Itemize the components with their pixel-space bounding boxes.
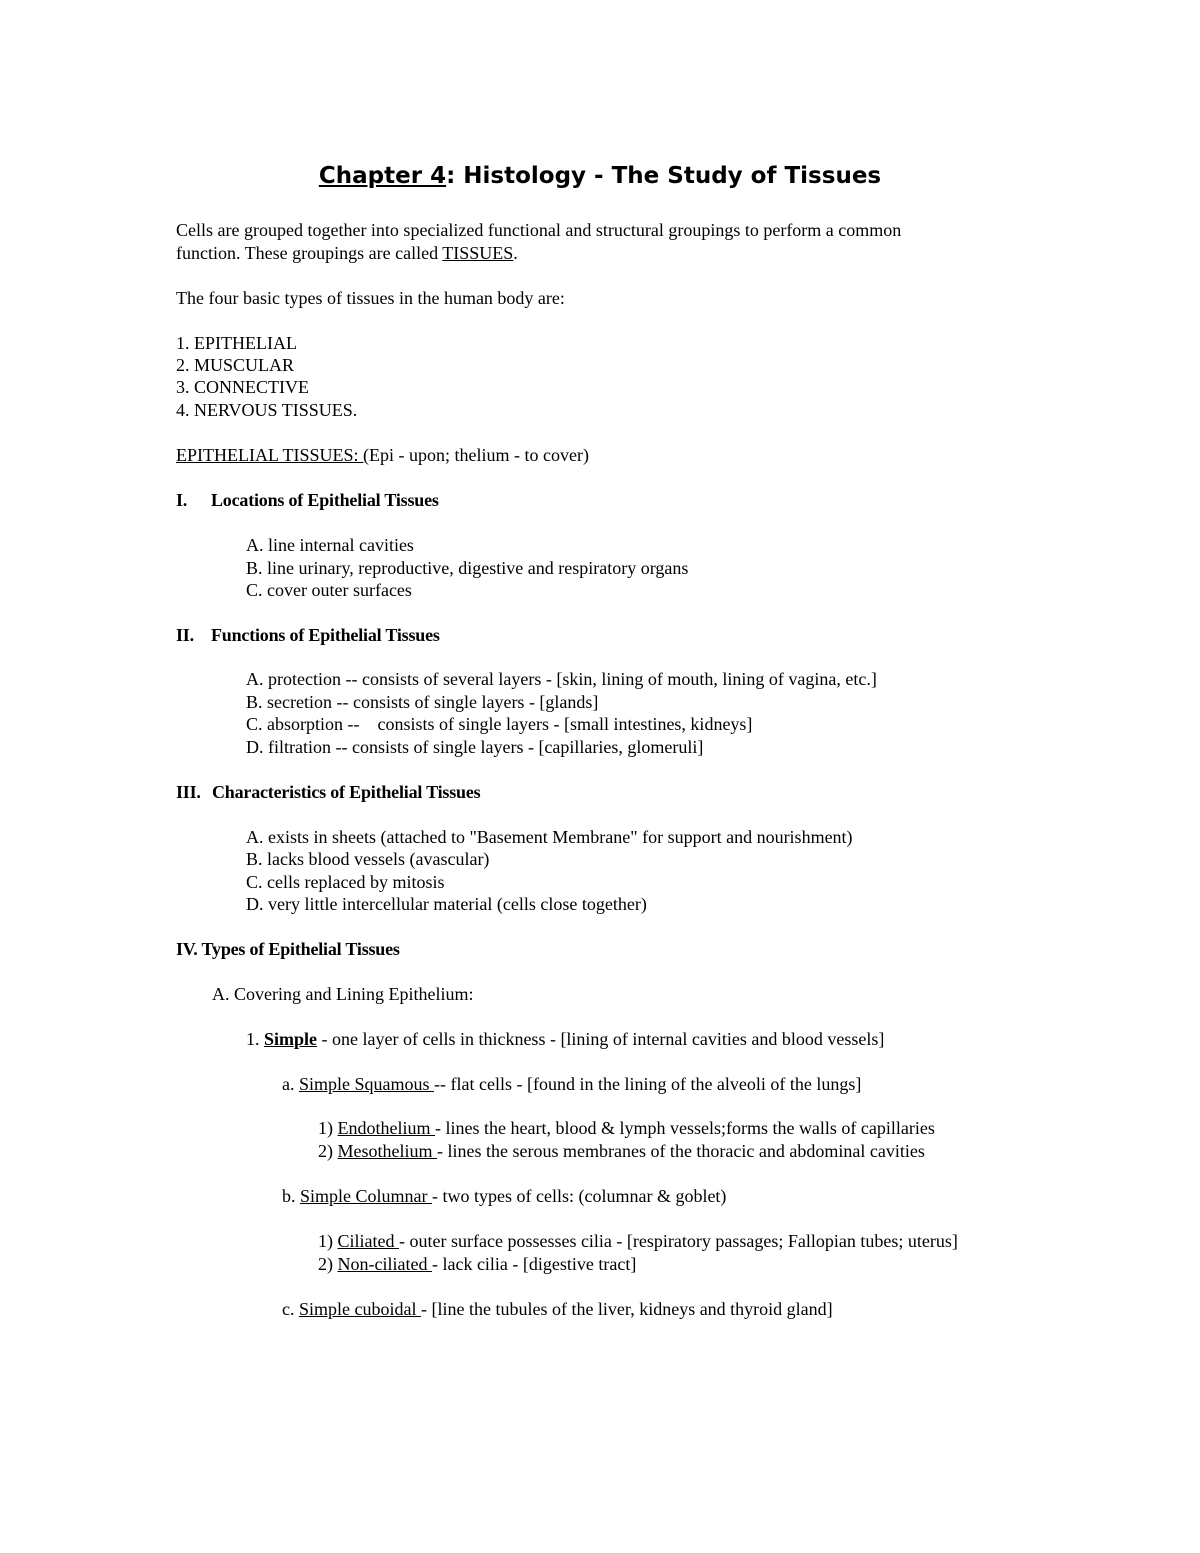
list-item: B. line urinary, reproductive, digestive and respiratory organs [246, 558, 689, 578]
simple-squamous-term: Simple Squamous [299, 1074, 435, 1094]
tissues-term: TISSUES [442, 243, 514, 263]
list-item: C. absorption -- consists of single layers - [small intestines, kidneys] [246, 714, 753, 734]
section-2-number: II. [176, 625, 194, 645]
tissue-type-item: 4. NERVOUS TISSUES. [176, 400, 358, 420]
simple-squamous-item: a. Simple Squamous -- flat cells - [found in the lining of the alveoli of the lungs] [282, 1074, 862, 1094]
mesothelium-term: Mesothelium [337, 1141, 437, 1161]
list-item: A. line internal cavities [246, 535, 414, 555]
simple-item: 1. Simple - one layer of cells in thickness - [lining of internal cavities and blood vessels] [246, 1029, 885, 1049]
epithelial-tissues-label: EPITHELIAL TISSUES: (Epi - upon; thelium - to cover) [176, 445, 589, 465]
title-subject: : Histology - The Study of Tissues [446, 163, 882, 189]
section-1-number: I. [176, 490, 188, 510]
page-title [0, 160, 1200, 192]
ciliated-term: Ciliated [337, 1231, 399, 1251]
covering-lining-heading: A. Covering and Lining Epithelium: [212, 984, 474, 1004]
section-3-title: Characteristics of Epithelial Tissues [212, 782, 481, 802]
section-3-number: III. [176, 782, 201, 802]
intro-line-1: Cells are grouped together into specialized functional and structural groupings to perform a common [176, 220, 902, 240]
list-item: B. secretion -- consists of single layers - [glands] [246, 692, 599, 712]
list-item: C. cover outer surfaces [246, 580, 412, 600]
simple-cuboidal-item: c. Simple cuboidal - [line the tubules of the liver, kidneys and thyroid gland] [282, 1299, 833, 1319]
section-4-heading: IV. Types of Epithelial Tissues [176, 939, 400, 959]
tissue-type-item: 2. MUSCULAR [176, 355, 295, 375]
list-item: B. lacks blood vessels (avascular) [246, 849, 490, 869]
title-chapter: Chapter 4 [318, 163, 447, 189]
tissue-type-item: 1. EPITHELIAL [176, 333, 297, 353]
intro-line-2: function. These groupings are called TISSUES. [176, 243, 518, 263]
section-2-title: Functions of Epithelial Tissues [211, 625, 440, 645]
ciliated-item: 1) Ciliated - outer surface possesses cilia - [respiratory passages; Fallopian tubes; uterus] [318, 1231, 958, 1251]
list-item: C. cells replaced by mitosis [246, 872, 445, 892]
list-item: D. filtration -- consists of single layers - [capillaries, glomeruli] [246, 737, 704, 757]
list-item: D. very little intercellular material (cells close together) [246, 894, 647, 914]
simple-columnar-term: Simple Columnar [300, 1186, 432, 1206]
list-item: A. protection -- consists of several layers - [skin, lining of mouth, lining of vagina, etc.] [246, 669, 877, 689]
mesothelium-item: 2) Mesothelium - lines the serous membranes of the thoracic and abdominal cavities [318, 1141, 925, 1161]
non-ciliated-term: Non-ciliated [337, 1254, 432, 1274]
simple-columnar-item: b. Simple Columnar - two types of cells: (columnar & goblet) [282, 1186, 727, 1206]
simple-cuboidal-term: Simple cuboidal [299, 1299, 421, 1319]
four-types-heading: The four basic types of tissues in the human body are: [176, 288, 565, 308]
section-1-title: Locations of Epithelial Tissues [211, 490, 439, 510]
list-item: A. exists in sheets (attached to "Basement Membrane" for support and nourishment) [246, 827, 853, 847]
endothelium-item: 1) Endothelium - lines the heart, blood & lymph vessels;forms the walls of capillaries [318, 1118, 935, 1138]
simple-term: Simple [264, 1029, 318, 1049]
endothelium-term: Endothelium [337, 1118, 435, 1138]
non-ciliated-item: 2) Non-ciliated - lack cilia - [digestive tract] [318, 1254, 637, 1274]
tissue-type-item: 3. CONNECTIVE [176, 377, 309, 397]
